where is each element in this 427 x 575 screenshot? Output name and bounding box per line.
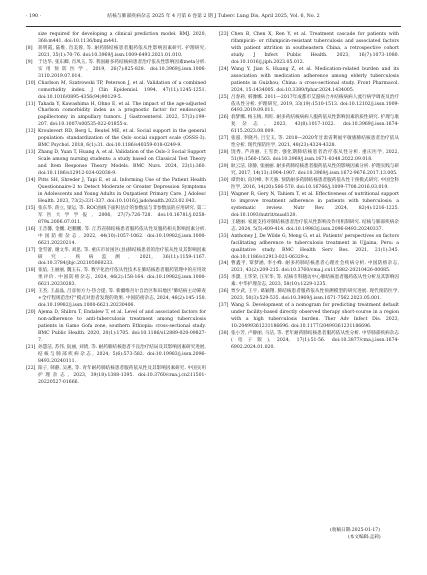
reference-entry bbox=[26, 178, 206, 206]
reference-entry bbox=[26, 81, 206, 102]
reference-entry bbox=[26, 32, 206, 46]
reference-text: Wang Y, Jian S, Huang Z, et al. Medication-related burden and its association with medication adherence among elderly tuberculosis patients in Guizhou, China: a cross-sectional study. Front Pharmacol. 2024, 15:1434005. doi:10.3389/fphar.2024.1434005. bbox=[231, 66, 399, 93]
reference-number: [15] bbox=[26, 205, 36, 211]
reference-entry bbox=[219, 95, 399, 116]
reference-entry bbox=[219, 178, 399, 192]
reference-entry bbox=[219, 331, 399, 352]
reference-number: [14] bbox=[26, 178, 36, 184]
reference-number: [11] bbox=[26, 101, 36, 107]
reference-text: 王晓丽. 家庭支持对肺结核患者治疗依从性影响及作用机制研究. 结核与肺部疾病杂志, 2024, 5(5):409-414. doi:10.19983/j.issn.2096-8493.20240337. bbox=[231, 219, 399, 232]
reference-text: 李潇, 王华荣, 汪军华, 等. 结核专科随访中心肺结核患者服药依从性分析及其影响因素. 中华护理杂志, 2023, 58(10):1229-1235. bbox=[231, 275, 399, 288]
reference-entry bbox=[26, 289, 206, 310]
reference-entry bbox=[26, 248, 206, 269]
reference-text: 蒋明霞, 陆维, 肖美蓉, 等. 耐药肺结核患者服药依从性影响因素研究. 护理研究, 2021, 35(1):70-76. doi:10.3969/j.issn.1009-6493.2021.01.010. bbox=[38, 45, 206, 58]
reference-text: Zhang D, Yuan T, Huang A, et al. Validation of the Oslo-3 Social Support Scale among nursing students: a study based on Classical Test Theory and Item Response Theory Models. BMC Nurs. 2024, 23(1):360. doi:10.1186/s12912-024-02038-9. bbox=[38, 150, 206, 177]
reference-entry bbox=[219, 303, 399, 331]
running-header bbox=[26, 12, 401, 27]
reference-entry bbox=[219, 289, 399, 303]
reference-text: 于达华, 张东卿, 肖凤玉, 等. 我国耐多药结核病患者治疗依从性影响因素meta分析. 实用预防医学, 2019, 26(7):825-828. doi:10.3969/j.issn.1006-3110.2019.07.014. bbox=[38, 59, 206, 79]
reference-entry bbox=[219, 192, 399, 220]
reference-text: 曹鑫平, 覃梦涵, 李小峰. 耐多药肺结核患者心理社会疾病分析. 中国防痨杂志, 2021, 43(2):209-215. doi:10.3760/cma.j.cn115882-20210426-00085. bbox=[231, 261, 399, 274]
reference-text: Pitts SH, Shreder J, Tapi E, et al. Informing Use of the Patient Health Questionnaire-2 to Detect Moderate or Greater Depression Symptoms in Adolescents and Young Adults in Outpatient Primary Care. J Adolesc Health. 2023, 73(2):331-337. doi:10.1016/j.jadohealth.2023.02.043. bbox=[38, 178, 206, 204]
reference-number: [32] bbox=[219, 219, 229, 225]
reference-number: [23] bbox=[219, 32, 229, 37]
reference-text: Kroulevert RD, Berg L, Beutel ME, et al. Social support in the general population: standardization of the Oslo social support scale (OSSS-3). BMC Psychol. 2018, 6(1):31. doi:10.1186/s40359-018-0249-9. bbox=[38, 129, 206, 149]
reference-number: [27] bbox=[219, 136, 229, 142]
reference-text: Wagner R, Gery N, Tahiem T, et al. Effectiveness of nutritional support to improve treatment adherence in patients with tuberculosis: a systematic review. Nutr Rev. 2024, 82(4):1216-1225. doi:10.1093/nutrit/nuad120. bbox=[231, 191, 399, 218]
reference-text: 孙慧洁, 苏伟, 阮丽, 刘倩, 等. 耐药肺结核患者不良治疗结局及其影响因素研究进展. 结核与肺部疾病杂志, 2024, 5(6):573-582. doi:10.19983/j.issn.2096-8493.20240111. bbox=[38, 344, 206, 364]
reference-number: [10] bbox=[26, 80, 36, 86]
reference-number: [30] bbox=[219, 178, 229, 184]
reference-text: 金雪蕾, 谢文华, 刘思, 等. 重庆市贫困区(县)肺结核患者的治疗依从性及其影响因素研究. 疾病监测, 2021, 36(11):1159-1167. doi:10.3784/jbjc.202105060233. bbox=[38, 247, 206, 267]
reference-text: Wang S. Development of a nomogram for predicting treatment default under facility-based directly observed therapy short-course in a region with a high tuberculosis burden. Ther Adv Infect Dis. 2023, 10:20499361231186696. doi:10.1177/20499361231186696. bbox=[231, 303, 399, 330]
reference-text: 贾少武, 王宇, 葛颖翔. 肺结核患者服药依从性预测模型的研究进展. 现代预防医学, 2023, 50(3):529-535. doi:10.3969/j.issn.1671-7562.2023.05.001. bbox=[231, 289, 399, 302]
reference-text: 谭贵如, 向玲峰, 李天骆. 预防耐多药肺结核患者服药依从性干预模式研究. 中国全科医学, 2016, 14(20):566-570. doi:10.16766/j.1009-7708.2016.03.019. bbox=[231, 178, 399, 190]
left-reference-column bbox=[26, 32, 206, 387]
reference-entry bbox=[26, 345, 206, 366]
reference-entry bbox=[219, 261, 399, 275]
reference-number: [13] bbox=[26, 150, 36, 156]
reference-text: 吕春莉, 韩豫娜. 2011—2017年成都市艾滋病合并结核病病人流行病学调查及治疗依从性分析. 护理研究, 2019, 33(19):1510-1513. doi:10.12102/j.issn.1009-6493.2019.09.011. bbox=[231, 94, 399, 114]
reference-text: Ajema D, Shibru T, Endalew T, et al. Level of and associated factors for non-adherence to anti-tuberculosis treatment among tuberculosis patients in Gamo Gofa zone, southern Ethiopia: cross-sectional study. BMC Public Health. 2020, 20(1):1705. doi:10.1186/s12889-020-09827-7. bbox=[38, 310, 206, 343]
reference-number: [25] bbox=[219, 94, 229, 100]
reference-text: 张焰, 王丽丽, 魏玉石, 等. 数字化治疗依从性技术在肺结核患者服药管理中的应用效果评价. 中国防痨杂志, 2024, 46(2):158-164. doi:10.19982/j.issn.1000-6621.20230283. bbox=[38, 268, 206, 288]
reference-text: 饶秀, 芦涛丽, 王雪贵. 强化期肺结核患者治疗依从性分析. 重庆医学, 2022, 51(9):1560-1563. doi:10.3969/j.issn.1671-8348.2022.09.018. bbox=[231, 150, 399, 163]
reference-entry bbox=[219, 234, 399, 262]
reference-number: [29] bbox=[219, 164, 229, 170]
reference-text: 张小芳, 卢静丽, 马洁, 等. 老年耐药肺结核患者服药依从性分析. 中华肺部疾病杂志(电子版), 2024, 17(1):51-56. doi:10.3877/cma.j.issn.1674-6902.2024.01.020. bbox=[231, 330, 399, 350]
reference-text: 张滋, 李晓丹, 吕宝玉, 等. 2018—2020年甘肃省利福平敏感肺结核患者治疗依从性分析. 现代预防医学, 2021, 48(23):4324-4328. bbox=[231, 136, 399, 149]
reference-entry bbox=[219, 220, 399, 234]
reference-entry bbox=[219, 115, 399, 136]
reference-number: [19] bbox=[26, 289, 36, 295]
reference-number: [37] bbox=[219, 303, 229, 309]
reference-number: [8] bbox=[26, 45, 33, 51]
reference-text: Charlson M, Szatrowski TP, Peterson J, et al. Validation of a combined comorbidity index. J Clin Epidemiol. 1994, 47(11):1245-1251. doi:10.1016/0895-4356(94)90129-5. bbox=[38, 80, 206, 100]
reference-text: Anthoney J, De Wilde G, Meng G, et al. Patients' perspectives on factors facilitating adherence to tuberculosis treatment in Ujjaina, Peru: a qualitative study. BMC Health Serv Res. 2021, 21(1):345. doi:10.1186/s12913-021-06329-x. bbox=[231, 233, 399, 260]
reference-entry bbox=[219, 136, 399, 150]
reference-number: [22] bbox=[26, 365, 36, 371]
reference-text: 王杰, 王晶晶, 吕彦恒方力·热合提, 等. 新疆维吾尔自治区和田地区"肺结病主动筛查+全疗程规范治疗"模式对患者发现的效果. 中国防痨杂志, 2024, 46(2):145-150. doi:10.19982/j.issn.1000-6621.20230406. bbox=[38, 289, 206, 309]
reference-entry bbox=[26, 366, 206, 387]
reference-entry bbox=[26, 310, 206, 345]
received-info bbox=[330, 527, 420, 541]
reference-number: [16] bbox=[26, 226, 36, 232]
reference-text: 阳子, 韩静, 吴惠, 等. 青年耐药肺结核患者服药依从性及其影响因素研究. 中国实用护理杂志, 2023, 39(18):1388-1395. doi:10.3760/cma.j.cn211501-20220527-01666. bbox=[38, 365, 206, 385]
reference-entry bbox=[26, 206, 206, 227]
right-reference-column bbox=[219, 32, 399, 352]
reference-text: 王音馨, 金鹏, 赵鹏鹏, 等. 江苏省肺结核患者服药依从性及服药相关影响因素分析. 中国防痨杂志, 2022, 44(10):1057-1062. doi:10.19982/j.issn.1000-6621.20220214. bbox=[38, 226, 206, 246]
reference-number: [38] bbox=[219, 330, 229, 336]
reference-number: [24] bbox=[219, 66, 229, 72]
reference-number: [28] bbox=[219, 150, 229, 156]
received-date: (收稿日期:2025-01-17) bbox=[330, 528, 380, 533]
reference-text: 翁梦娜, 杨玉梅, 周旺. 耐多药结核病病人服药依从性影响因素的质性研究. 护理与康复杂志, 2023, 43(8):1017-1022. doi:10.3969/j.issn.1674-6115.2023.08.009. bbox=[231, 115, 399, 135]
reference-entry bbox=[219, 164, 399, 178]
reference-entry bbox=[26, 129, 206, 150]
reference-text: size required for developing a clinical prediction model. BMJ. 2020, 368:m441. doi:10.1136/bmj.m441. bbox=[38, 32, 206, 44]
reference-number: [21] bbox=[26, 344, 36, 350]
reference-entry bbox=[26, 46, 206, 60]
reference-number: [31] bbox=[219, 191, 229, 197]
reference-text: Chen B, Chen X, Ren Y, et al. Treatment cascade for patients with rifampicin- or rifampicin-resistant tuberculosis and associated factors with patient attrition in southeastern China, a retrospective cohort study. J Infect Public Health. 2023, 16(7):1073-1080. doi:10.1016/j.jiph.2023.05.012. bbox=[231, 32, 399, 65]
reference-entry bbox=[219, 150, 399, 164]
reference-number: [17] bbox=[26, 247, 36, 253]
reference-number: [33] bbox=[219, 233, 229, 239]
reference-number: [20] bbox=[26, 310, 36, 316]
reference-entry bbox=[26, 268, 206, 289]
reference-number: [35] bbox=[219, 275, 229, 281]
reference-text: 张东华, 蒋立, 梁运, 等. ROC曲线下面积估计的参数法与非参数法的应用研究. 第二军医大学学报, 2006, 27(7):726-728. doi:10.16781/j.0258-879x.2006.07.011. bbox=[38, 205, 206, 225]
reference-entry bbox=[26, 227, 206, 248]
reference-number: [26] bbox=[219, 115, 229, 121]
reference-text: Takada Y, Kawashima H, Ohno E, et al. The impact of the age-adjusted Charlson comorbidity index as a prognostic factor for endoscopic papillectomy in ampullary tumors. J Gastroenterol. 2022, 57(3):199-207. doi:10.1007/s00535-022-01855-x. bbox=[38, 101, 206, 128]
reference-text: 耿云洁, 徐静, 张丽丽. 耐多药肺结核患者服药依从性的影响因素分析. 护理实践与研究, 2017, 14(13):1904-1907. doi:10.3969/j.issn.1672-9676.2017.13.005. bbox=[231, 164, 399, 177]
reference-number: [34] bbox=[219, 261, 229, 267]
reference-entry bbox=[26, 60, 206, 81]
editor-line: (本文编辑:孟莉) bbox=[348, 535, 381, 540]
reference-entry bbox=[219, 275, 399, 289]
reference-entry bbox=[219, 32, 399, 67]
page-number: · 190 · bbox=[26, 14, 42, 19]
reference-number: [12] bbox=[26, 129, 36, 135]
reference-entry bbox=[219, 67, 399, 95]
reference-number: [36] bbox=[219, 289, 229, 295]
reference-number: [18] bbox=[26, 268, 36, 274]
reference-entry bbox=[26, 150, 206, 178]
journal-line: 结核与肺部疾病杂志 2025 年 4 月第 6 卷第 2 期 J Tuberc Lung Dis, April 2025, Vol. 6, No. 2 bbox=[107, 14, 320, 19]
reference-number: [9] bbox=[26, 59, 33, 65]
reference-entry bbox=[26, 102, 206, 130]
